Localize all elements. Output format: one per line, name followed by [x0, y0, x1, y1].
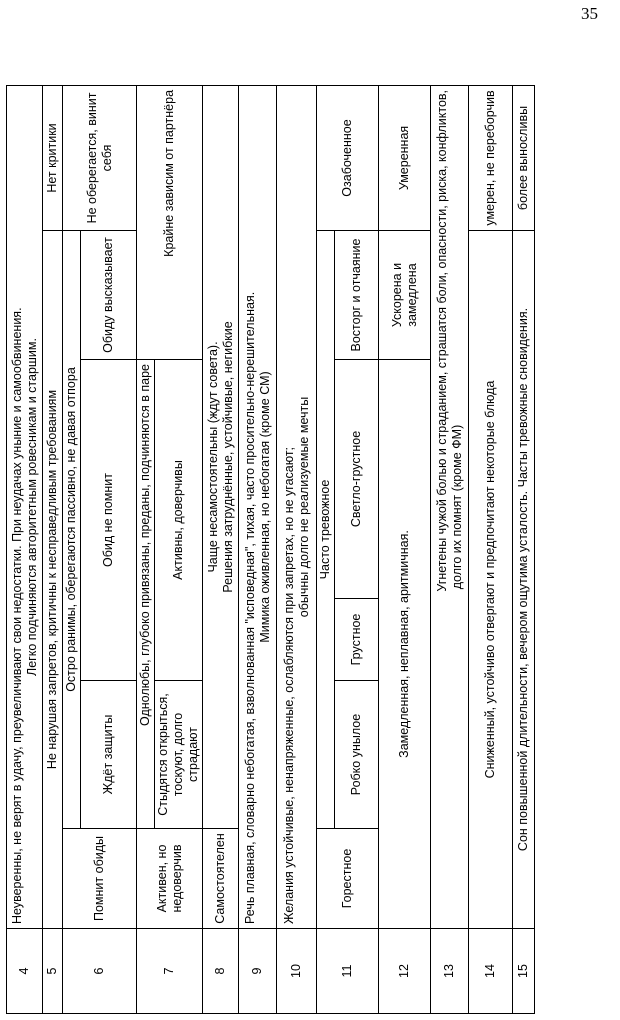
table-cell: Активны, доверчивы — [155, 360, 203, 681]
row-number: 15 — [513, 929, 535, 1014]
table-cell: Нет критики — [43, 85, 63, 230]
rotated-table-container — [6, 86, 530, 1014]
table-row — [469, 85, 513, 1013]
table-cell: Однолюбы, глубоко привязаны, преданы, подчиняются в паре — [137, 360, 155, 829]
table-cell — [7, 85, 43, 928]
row-number: 14 — [469, 929, 513, 1014]
table-cell: Горестное — [317, 829, 379, 929]
row-number: 7 — [137, 929, 203, 1014]
cell-text: Желания устойчивые, ненапряженные, ослабляются при запретах, но не угасают; — [281, 446, 296, 924]
table-cell: Активен, но недоверчив — [137, 829, 203, 929]
row-number: 13 — [431, 929, 469, 1014]
table-cell: Не нарушая запретов, критичны к несправедливым требованиям — [43, 231, 63, 929]
characteristics-table — [6, 85, 535, 1014]
table-cell: умерен, не переборчив — [469, 85, 513, 230]
cell-subtext: обычны долго не реализуемые мечты — [296, 396, 311, 618]
table-cell: Не оберегается, винит себя — [63, 85, 137, 230]
cell-subtext: Решения затруднённые, устойчивые, негибкие — [220, 321, 235, 593]
row-number: 12 — [379, 929, 431, 1014]
page-number: 35 — [581, 4, 598, 23]
table-cell — [431, 85, 469, 928]
table-cell: Самостоятелен — [203, 829, 239, 929]
table-cell — [239, 85, 277, 928]
cell-subtext: Легко подчиняются авторитетным ровесникам и старшим. — [24, 338, 39, 676]
row-number: 10 — [277, 929, 317, 1014]
table-row — [379, 85, 431, 1013]
table-cell: Сон повышенной длительности, вечером ощутима усталость. Часты тревожные сновидения. — [513, 231, 535, 929]
table-row — [63, 85, 81, 1013]
table-row — [137, 85, 155, 1013]
table-cell: Остро ранимы, оберегаются пассивно, не давая отпора — [63, 231, 81, 829]
row-number: 8 — [203, 929, 239, 1014]
table-cell: Сниженный, устойчиво отвергают и предпочитают некоторые блюда — [469, 231, 513, 929]
table-cell: Обиду высказывает — [81, 231, 137, 360]
row-number: 4 — [7, 929, 43, 1014]
table-cell: Стыдятся открыться, тоскуют, долго страдают — [155, 681, 203, 829]
cell-text: Неуверенны, не верят в удачу, преувеличивают свои недостатки. При неудачах уныние и самообвинения. — [9, 307, 24, 924]
cell-text: Чаще несамостоятельны (ждут совета). — [205, 341, 220, 573]
row-number: 9 — [239, 929, 277, 1014]
table-cell: Грустное — [335, 599, 379, 681]
table-cell: Умеренная — [379, 85, 431, 230]
table-cell — [203, 85, 239, 828]
table-cell: Замедленная, неплавная, аритмичная. — [379, 360, 431, 929]
table-row — [317, 85, 335, 1013]
table-cell: Робко унылое — [335, 681, 379, 829]
table-row — [239, 85, 277, 1013]
table-cell: Восторг и отчаяние — [335, 231, 379, 360]
cell-subtext: долго их помнят (кроме ФМ) — [449, 424, 464, 590]
table-cell — [277, 85, 317, 928]
table-cell: Ускорена и замедлена — [379, 231, 431, 360]
table-cell: Светло-грустное — [335, 360, 379, 599]
row-number: 6 — [63, 929, 137, 1014]
table-cell: Обид не помнит — [81, 360, 137, 681]
table-cell: Часто тревожное — [317, 231, 335, 829]
table-row — [277, 85, 317, 1013]
table-cell: Помнит обиды — [63, 829, 137, 929]
table-row — [513, 85, 535, 1013]
row-number: 5 — [43, 929, 63, 1014]
table-cell: Крайне зависим от партнёра — [137, 85, 203, 359]
table-row — [203, 85, 239, 1013]
cell-subtext: Мимика оживленная, но небогатая (кроме СМ) — [257, 371, 272, 643]
cell-text: Угнетены чужой болью и страданием, страшатся боли, опасности, риска, конфликтов, — [434, 89, 449, 592]
row-number: 11 — [317, 929, 379, 1014]
table-cell: Ждёт защиты — [81, 681, 137, 829]
table-row — [43, 85, 63, 1013]
table-cell: Озабоченное — [317, 85, 379, 230]
cell-text: Речь плавная, словарно небогатая, взволнованная "исповедная", тихая, часто просительно-нерешительная. — [242, 291, 257, 924]
table-cell: более выносливы — [513, 85, 535, 230]
table-row — [7, 85, 43, 1013]
table-row — [431, 85, 469, 1013]
